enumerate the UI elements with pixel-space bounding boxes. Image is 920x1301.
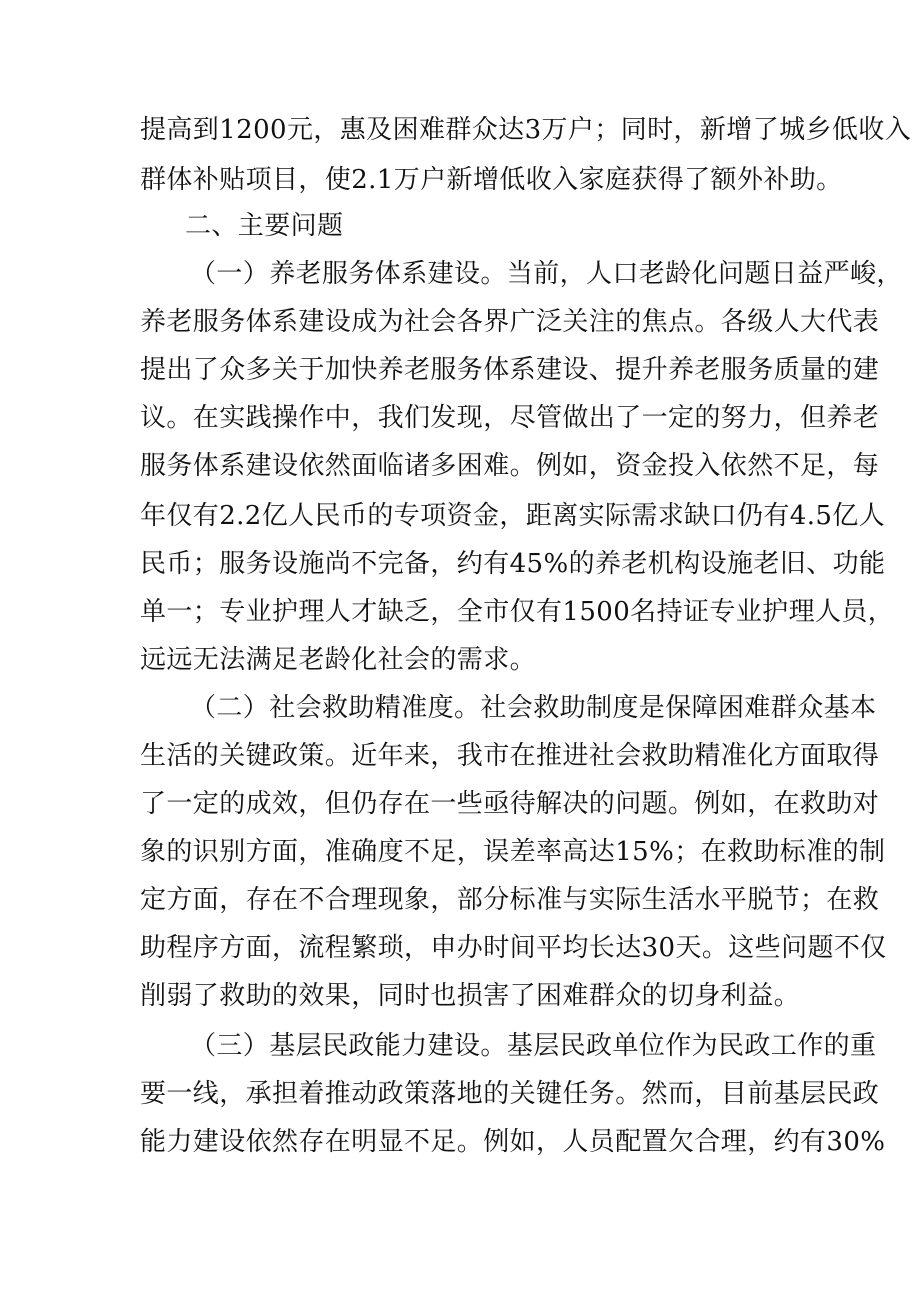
text-line: 养老服务体系建设成为社会各界广泛关注的焦点。各级人大代表 — [140, 307, 880, 337]
text-line: 了一定的成效，但仍存在一些亟待解决的问题。例如，在救助对 — [140, 789, 880, 819]
text-line: 群体补贴项目，使2.1万户新增低收入家庭获得了额外补助。 — [140, 165, 843, 195]
text-line: 提出了众多关于加快养老服务体系建设、提升养老服务质量的建 — [140, 355, 880, 385]
text-line: 年仅有2.2亿人民币的专项资金，距离实际需求缺口仍有4.5亿人 — [140, 501, 886, 531]
text-line: 定方面，存在不合理现象，部分标准与实际生活水平脱节；在救 — [140, 885, 880, 915]
text-line: 生活的关键政策。近年来，我市在推进社会救助精准化方面取得 — [140, 741, 880, 771]
paragraph-first-line: （三）基层民政能力建设。基层民政单位作为民政工作的重 — [190, 1031, 877, 1061]
text-line: 议。在实践操作中，我们发现，尽管做出了一定的努力，但养老 — [140, 403, 880, 433]
text-line: 远远无法满足老龄化社会的需求。 — [140, 645, 537, 675]
text-line: 削弱了救助的效果，同时也损害了困难群众的切身利益。 — [140, 981, 801, 1011]
text-line: 单一；专业护理人才缺乏，全市仅有1500名持证专业护理人员， — [140, 597, 895, 627]
text-line: 要一线，承担着推动政策落地的关键任务。然而，目前基层民政 — [140, 1079, 880, 1109]
text-line: 服务体系建设依然面临诸多困难。例如，资金投入依然不足，每 — [140, 451, 880, 481]
text-line: 助程序方面，流程繁琐，申办时间平均长达30天。这些问题不仅 — [140, 933, 887, 963]
section-heading: 二、主要问题 — [185, 211, 344, 241]
text-line: 提高到1200元，惠及困难群众达3万户；同时，新增了城乡低收入 — [140, 115, 912, 145]
text-line: 民币；服务设施尚不完备，约有45%的养老机构设施老旧、功能 — [140, 549, 886, 579]
paragraph-first-line: （二）社会救助精准度。社会救助制度是保障困难群众基本 — [190, 693, 877, 723]
text-line: 能力建设依然存在明显不足。例如，人员配置欠合理，约有30% — [140, 1127, 886, 1157]
paragraph-first-line: （一）养老服务体系建设。当前，人口老龄化问题日益严峻， — [190, 259, 903, 289]
text-line: 象的识别方面，准确度不足，误差率高达15%；在救助标准的制 — [140, 837, 886, 867]
